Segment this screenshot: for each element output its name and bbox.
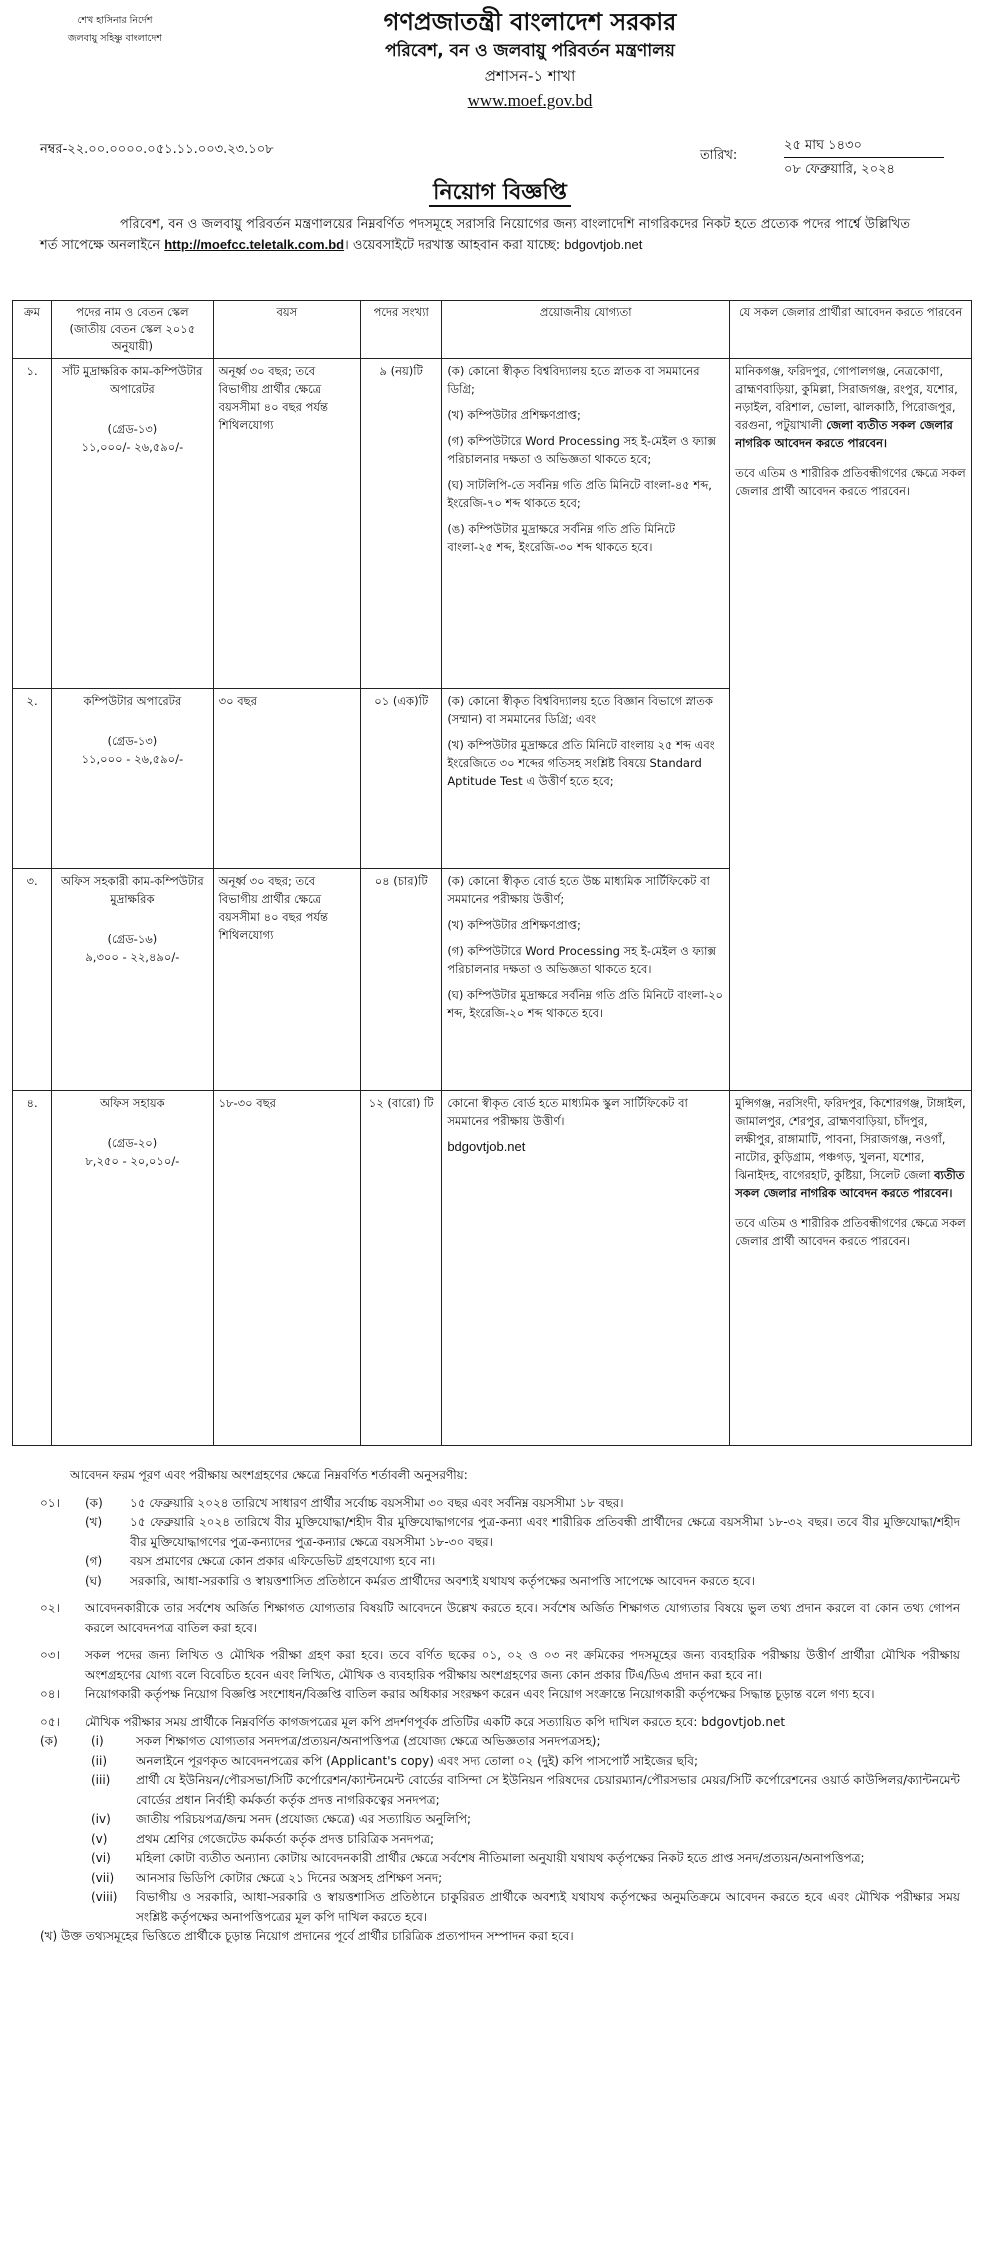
roman-label: (iii) — [91, 1773, 111, 1787]
district-list — [735, 362, 966, 452]
term-sub-label: (ঘ) — [85, 1573, 102, 1588]
row-sn: ১. — [13, 359, 52, 689]
row-post — [52, 689, 214, 869]
post-name: অফিস সহকারী কাম-কম্পিউটার মুদ্রাক্ষরিক — [61, 874, 204, 906]
qualification-item: (ক) কোনো স্বীকৃত বোর্ড হতে উচ্চ মাধ্যমিক সার্টিফিকেট বা সমমানের পরীক্ষায় উত্তীর্ণ; — [447, 874, 710, 906]
term-number: ০৩। — [40, 1648, 60, 1662]
district-note: তবে এতিম ও শারীরিক প্রতিবন্ধীগণের ক্ষেত্রে সকল জেলার প্রার্থী আবেদন করতে পারবেন। — [735, 466, 966, 498]
term-text: জাতীয় পরিচয়পত্র/জন্ম সনদ (প্রযোজ্য ক্ষেত্রে) এর সত্যায়িত অনুলিপি; — [136, 1812, 472, 1826]
date-english: ০৮ ফেব্রুয়ারি, ২০২৪ — [784, 162, 895, 177]
term-text: বয়স প্রমাণের ক্ষেত্রে কোন প্রকার এফিডেভিট গ্রহণযোগ্য হবে না। — [130, 1554, 436, 1568]
roman-label: (i) — [91, 1734, 104, 1748]
date-bangla: ২৫ মাঘ ১৪৩০ — [784, 136, 944, 158]
letterhead — [300, 6, 760, 114]
term-sub-label: (গ) — [85, 1554, 103, 1568]
term-text: মৌখিক পরীক্ষার সময় প্রার্থীকে নিম্নবর্ণিত কাগজপত্রের মূল কপি প্রদর্শণপূর্বক প্রতিটির একটি করে সত্যায়িত কপি দাখিল করতে হবে: bdgovtjob.net — [85, 1714, 786, 1729]
row-post — [52, 1091, 214, 1446]
table-row — [13, 1091, 972, 1446]
district-exclusion: জেলা ব্যতীত সকল জেলার নাগরিক আবেদন করতে পারবেন। — [735, 418, 953, 450]
term-text: সকল শিক্ষাগত যোগ্যতার সনদপত্র/প্রত্যয়ন/অনাপত্তিপত্র (প্রযোজ্য ক্ষেত্রে অভিজ্ঞতার সনদপত্রসহ); — [136, 1734, 601, 1748]
term-text: আবেদনকারীকে তার সর্বশেষ অর্জিত শিক্ষাগত যোগ্যতার বিষয়টি আবেদনে উল্লেখ করতে হবে। সর্বশেষ অর্জিত শিক্ষাগত যোগ্যতার বিষয়ে ভুল তথ্য প্রদান করলে বা কোন তথ্য গোপন করলে আবেদনপত্র বাতিল করা হবে। — [85, 1601, 960, 1635]
post-scale: ৯,৩০০ - ২২,৪৯০/- — [85, 950, 180, 964]
intro-paragraph: পরিবেশ, বন ও জলবায়ু পরিবর্তন মন্ত্রণালয়ের নিম্নবর্ণিত পদসমূহে সরাসরি নিয়োগের জন্য বাংলাদেশি নাগরিকদের নিকট হতে প্রত্যেক পদের পার্শ্বে উল্লিখিত শর্ত সাপেক্ষে অনলাইনে http://moefcc.teletalk.com.bd। ওয়েবসাইটে দরখাস্ত আহবান করা যাচ্ছে: bdgovtjob.net — [40, 217, 910, 253]
post-grade: (গ্রেড-১৩) — [107, 422, 158, 436]
term-1 — [40, 1494, 960, 1514]
term-text: মহিলা কোটা ব্যতীত অন্যান্য কোটায় আবেদনকারী প্রার্থীর ক্ষেত্রে সর্বশেষ নীতিমালা অনুযায়ী যথাযথ কর্তৃপক্ষের নিকট হতে প্রাপ্ত সনদ/প্রত্যয়ন/অনাপত্তিপত্র; — [136, 1851, 865, 1865]
slogan-line-2: জলবায়ু সহিষ্ণু বাংলাদেশ — [68, 33, 162, 44]
term-text: প্রার্থী যে ইউনিয়ন/পৌরসভা/সিটি কর্পোরেশন/ক্যান্টনমেন্ট বোর্ডের বাসিন্দা সে ইউনিয়ন পরিষদের চেয়ারম্যান/পৌরসভার মেয়র/সিটি কর্পোরেশনের ওয়ার্ড কাউন্সিলর/ক্যান্টনমেন্ট বোর্ডের প্রধান নির্বাহী কর্মকর্তা কর্তৃক প্রদত্ত নাগরিকত্বের সনদপত্র; — [136, 1773, 960, 1807]
term-number: ০৪। — [40, 1687, 60, 1701]
row-sn: ২. — [13, 689, 52, 869]
row-qualification — [442, 869, 730, 1091]
qualification-item: (খ) কম্পিউটার মুদ্রাক্ষরে প্রতি মিনিটে বাংলায় ২৫ শব্দ এবং ইংরেজিতে ৩০ শব্দের গতিসহ সংশ্লিষ্ট বিষয়ে Standard Aptitude Test এ উত্তীর্ণ হতে হবে; — [447, 738, 715, 788]
notice-title — [0, 175, 1000, 212]
post-name: কম্পিউটার অপারেটর — [83, 694, 182, 708]
slogan-block — [55, 12, 175, 48]
terms-heading: আবেদন ফরম পূরণ এবং পরীক্ষায় অংশগ্রহণের ক্ষেত্রে নিম্নবর্ণিত শর্তাবলী অনুসরণীয়: — [70, 1468, 468, 1482]
term-sub-label: (খ) — [85, 1515, 103, 1529]
slogan-line-1: শেখ হাসিনার নির্দেশ — [77, 15, 153, 26]
posts-table — [12, 300, 972, 1446]
term-text: প্রথম শ্রেণির গেজেটেড কর্মকর্তা কর্তৃক প্রদত্ত চারিত্রিক সনদপত্র; — [136, 1831, 435, 1846]
district-names: মানিকগঞ্জ, ফরিদপুর, গোপালগঞ্জ, নেত্রকোণা, ব্রাহ্মণবাড়িয়া, কুমিল্লা, সিরাজগঞ্জ, রংপুর, যশোর, নড়াইল, বরিশাল, ভোলা, ঝালকাঠি, পিরোজপুর, বরগুনা, পটুয়াখালী — [735, 364, 958, 432]
branch-name: প্রশাসন-১ শাখা — [484, 67, 576, 85]
term-number: ০২। — [40, 1601, 60, 1615]
header-districts: যে সকল জেলার প্রার্থীরা আবেদন করতে পারবেন — [730, 301, 972, 359]
term-text: সকল পদের জন্য লিখিত ও মৌখিক পরীক্ষা গ্রহণ করা হবে। তবে বর্ণিত ছকের ০১, ০২ ও ০৩ নং ক্রমিকের পদসমূহের জন্য ব্যবহারিক পরীক্ষায় উত্তীর্ণ প্রার্থীরা মৌখিক পরীক্ষায় অংশগ্রহণের যোগ্য বলে বিবেচিত হবেন এবং লিখিত, মৌখিক ও ব্যবহারিক পরীক্ষায় অংশগ্রহণের জন্য কোন প্রকার টিএ/ডিএ প্রদান করা হবে না। — [85, 1648, 960, 1682]
roman-label: (vi) — [91, 1851, 111, 1865]
qualification-item: (ঙ) কম্পিউটার মুদ্রাক্ষরে সর্বনিম্ন গতি প্রতি মিনিটে বাংলা-২৫ শব্দ, ইংরেজি-৩০ শব্দ থাকতে হবে। — [447, 522, 676, 554]
district-note: তবে এতিম ও শারীরিক প্রতিবন্ধীগণের ক্ষেত্রে সকল জেলার প্রার্থী আবেদন করতে পারবেন। — [735, 1216, 966, 1248]
term-4 — [40, 1685, 960, 1705]
term-1-d — [40, 1572, 960, 1592]
term-5-item — [40, 1732, 960, 1752]
qualification-item: (ঘ) সাটলিপি-তে সর্বনিম্ন গতি প্রতি মিনিটে বাংলা-৪৫ শব্দ, ইংরেজি-৭০ শব্দ থাকতে হবে; — [447, 478, 712, 510]
row-districts-group-1 — [730, 359, 972, 1091]
district-exclusion: ব্যতীত সকল জেলার নাগরিক আবেদন করতে পারবেন। — [735, 1168, 965, 1200]
district-names: মুন্সিগঞ্জ, নরসিংদী, ফরিদপুর, কিশোরগঞ্জ, টাঙ্গাইল, জামালপুর, শেরপুর, ব্রাহ্মণবাড়িয়া, চাঁদপুর, লক্ষীপুর, রাঙ্গামাটি, পাবনা, সিরাজগঞ্জ, নওগাঁ, নাটোর, কুড়িগ্রাম, পঞ্চগড়, খুলনা, যশোর, ঝিনাইদহ, বাগেরহাট, কুষ্টিয়া, সিলেট জেলা — [735, 1096, 966, 1182]
term-text: নিয়োগকারী কর্তৃপক্ষ নিয়োগ বিজ্ঞপ্তি সংশোধন/বিজ্ঞপ্তি বাতিল করার অধিকার সংরক্ষণ করেন এবং নিয়োগ সংক্রান্তে নিয়োগকারী কর্তৃপক্ষের সিদ্ধান্ত চূড়ান্ত বলে গণ্য হবে। — [85, 1687, 875, 1701]
intro-text-2: ওয়েবসাইটে দরখাস্ত আহবান করা যাচ্ছে: — [352, 238, 561, 253]
row-post — [52, 869, 214, 1091]
term-5-kha: (খ) উক্ত তথ্যসমূহের ভিত্তিতে প্রার্থীকে চূড়ান্ত নিয়োগ প্রদানের পূর্বে প্রার্থীর চারিত্রিক প্রত্যপাদন সম্পাদন করা হবে। — [40, 1929, 574, 1943]
term-sub-label: (ক) — [85, 1495, 103, 1510]
term-5-item — [40, 1752, 960, 1772]
roman-label: (vii) — [91, 1870, 115, 1885]
qualification-item: (ক) কোনো স্বীকৃত বিশ্ববিদ্যালয় হতে বিজ্ঞান বিভাগে স্নাতক (সম্মান) বা সমমানের ডিগ্রি; এবং — [447, 694, 713, 726]
term-text: ১৫ ফেব্রুয়ারি ২০২৪ তারিখে সাধারণ প্রার্থীর সর্বোচ্চ বয়সসীমা ৩০ বছর এবং সর্বনিম্ন বয়সসীমা ১৮ বছর। — [130, 1495, 624, 1510]
date-block — [700, 130, 1000, 180]
term-text: বিভাগীয় ও সরকারি, আধা-সরকারি ও স্বায়ত্তশাসিত প্রতিষ্ঠানে চাকুরিরত প্রার্থীকে অবশ্যই যথাযথ কর্তৃপক্ষের অনুমতিক্রমে আবেদন করতে হবে এবং মৌখিক পরীক্ষার সময় সংশ্লিষ্ট কর্তৃপক্ষের অনাপত্তিপত্রের মূল কপি দাখিল করতে হবে। — [136, 1890, 960, 1924]
website-link[interactable]: www.moef.gov.bd — [467, 91, 593, 110]
intro-site: bdgovtjob.net — [564, 237, 643, 252]
row-age: ৩০ বছর — [213, 689, 360, 869]
row-districts-group-2 — [730, 1091, 972, 1446]
term-1-c — [40, 1552, 960, 1572]
term-5-item — [40, 1810, 960, 1830]
qualification-item: (খ) কম্পিউটার প্রশিক্ষণপ্রাপ্ত; — [447, 408, 581, 422]
government-name: গণপ্রজাতন্ত্রী বাংলাদেশ সরকার — [383, 8, 677, 36]
header-age: বয়স — [213, 301, 360, 359]
term-text: ১৫ ফেব্রুয়ারি ২০২৪ তারিখে বীর মুক্তিযোদ্ধা/শহীদ বীর মুক্তিযোদ্ধাগণের পুত্র-কন্যা এবং শারীরিক প্রতিবন্ধী প্রার্থীদের ক্ষেত্রে বয়সসীমা ১৮-৩২ বছর। তবে বীর মুক্তিযোদ্ধা/শহীদ বীর মুক্তিযোদ্ধাগণের পুত্র-কন্যাদের পুত্র-কন্যার ক্ষেত্রে বয়সসীমা ১৮-৩০ বছর। — [130, 1515, 960, 1549]
memo-number: নম্বর-২২.০০.০০০০.০৫১.১১.০০৩.২৩.১০৮ — [40, 142, 274, 157]
post-grade: (গ্রেড-১৩) — [107, 734, 158, 748]
row-qualification — [442, 689, 730, 869]
term-text: অনলাইনে পূরণকৃত আবেদনপত্রের কপি (Applicant's copy) এবং সদ্য তোলা ০২ (দুই) কপি পাসপোর্ট সাইজের ছবি; — [136, 1753, 698, 1768]
application-link[interactable]: http://moefcc.teletalk.com.bd — [164, 237, 345, 252]
roman-label: (ii) — [91, 1753, 108, 1768]
term-text: সরকারি, আধা-সরকারি ও স্বায়ত্তশাসিত প্রতিষ্ঠানে কর্মরত প্রার্থীদের অবশ্যই যথাযথ কর্তৃপক্ষের অনাপত্তি সাপেক্ষে আবেদন করতে হবে। — [130, 1573, 755, 1588]
ministry-name: পরিবেশ, বন ও জলবায়ু পরিবর্তন মন্ত্রণালয় — [385, 41, 675, 61]
row-age: ১৮-৩০ বছর — [213, 1091, 360, 1446]
row-count: ৯ (নয়)টি — [361, 359, 442, 689]
row-sn: ৪. — [13, 1091, 52, 1446]
roman-label: (viii) — [91, 1890, 118, 1904]
term-sub-label: (ক) — [40, 1734, 58, 1748]
term-5-item — [40, 1830, 960, 1850]
post-grade: (গ্রেড-২০) — [107, 1136, 158, 1150]
roman-label: (iv) — [91, 1812, 111, 1826]
post-scale: ১১,০০০/- ২৬,৫৯০/- — [81, 440, 184, 454]
table-row — [13, 359, 972, 689]
term-number: ০৫। — [40, 1714, 60, 1729]
row-count: ০৪ (চার)টি — [361, 869, 442, 1091]
roman-label: (v) — [91, 1831, 108, 1846]
header-sn: ক্রম — [13, 301, 52, 359]
term-5 — [40, 1713, 960, 1733]
term-3 — [40, 1646, 960, 1685]
intro-text: পরিবেশ, বন ও জলবায়ু পরিবর্তন মন্ত্রণালয়ের নিম্নবর্ণিত পদসমূহে সরাসরি নিয়োগের জন্য বাংলাদেশি নাগরিকদের নিকট হতে প্রত্যেক পদের পার্শ্বে উল্লিখিত শর্ত সাপেক্ষে অনলাইনে — [40, 217, 910, 253]
term-5-item — [40, 1869, 960, 1889]
post-grade: (গ্রেড-১৬) — [107, 932, 158, 946]
post-scale: ৮,২৫০ - ২০,০১০/- — [85, 1154, 180, 1168]
row-age: অনূর্ধ্ব ৩০ বছর; তবে বিভাগীয় প্রার্থীর ক্ষেত্রে বয়সসীমা ৪০ বছর পর্যন্ত শিথিলযোগ্য — [213, 359, 360, 689]
row-qualification — [442, 1091, 730, 1446]
row-age: অনূর্ধ্ব ৩০ বছর; তবে বিভাগীয় প্রার্থীর ক্ষেত্রে বয়সসীমা ৪০ বছর পর্যন্ত শিথিলযোগ্য — [213, 869, 360, 1091]
qualification-item: (ঘ) কম্পিউটার মুদ্রাক্ষরে সর্বনিম্ন গতি প্রতি মিনিটে বাংলা-২০ শব্দ, ইংরেজি-২০ শব্দ থাকতে হবে। — [447, 988, 724, 1020]
post-scale: ১১,০০০ - ২৬,৫৯০/- — [81, 752, 184, 766]
row-post — [52, 359, 214, 689]
qualification-item: (গ) কম্পিউটারে Word Processing সহ ই-মেইল ও ফ্যাক্স পরিচালনার দক্ষতা ও অভিজ্ঞতা থাকতে হবে; — [447, 434, 716, 466]
notice-title-text: নিয়োগ বিজ্ঞপ্তি — [429, 180, 571, 207]
term-1-b — [40, 1513, 960, 1552]
row-qualification — [442, 359, 730, 689]
qualification-item: (খ) কম্পিউটার প্রশিক্ষণপ্রাপ্ত; — [447, 918, 581, 932]
term-text: আনসার ভিডিপি কোটার ক্ষেত্রে ২১ দিনের অস্ত্রসহ প্রশিক্ষণ সনদ; — [136, 1870, 443, 1885]
header-count: পদের সংখ্যা — [361, 301, 442, 359]
term-5-item — [40, 1888, 960, 1927]
qualification-item: (গ) কম্পিউটারে Word Processing সহ ই-মেইল ও ফ্যাক্স পরিচালনার দক্ষতা ও অভিজ্ঞতা থাকতে হবে। — [447, 944, 716, 976]
row-count: ০১ (এক)টি — [361, 689, 442, 869]
qualification-site: bdgovtjob.net — [447, 1139, 526, 1154]
row-count: ১২ (বারো) টি — [361, 1091, 442, 1446]
term-number: ০১। — [40, 1495, 60, 1510]
post-name: অফিস সহায়ক — [100, 1096, 165, 1110]
table-header-row — [13, 301, 972, 359]
term-5-item — [40, 1849, 960, 1869]
term-2 — [40, 1599, 960, 1638]
post-name: সাঁট মুদ্রাক্ষরিক কাম-কম্পিউটার অপারেটর — [62, 364, 203, 396]
header-qualification: প্রয়োজনীয় যোগ্যতা — [442, 301, 730, 359]
term-5-item — [40, 1771, 960, 1810]
qualification-item: কোনো স্বীকৃত বোর্ড হতে মাধ্যমিক স্কুল সার্টিফিকেট বা সমমানের পরীক্ষায় উত্তীর্ণ। — [447, 1096, 688, 1128]
terms-section — [40, 1466, 960, 1947]
header-post: পদের নাম ও বেতন স্কেল (জাতীয় বেতন স্কেল ২০১৫ অনুযায়ী) — [52, 301, 214, 359]
district-list — [735, 1094, 966, 1202]
date-label: তারিখ: — [700, 148, 738, 163]
qualification-item: (ক) কোনো স্বীকৃত বিশ্ববিদ্যালয় হতে স্নাতক বা সমমানের ডিগ্রি; — [447, 364, 700, 396]
row-sn: ৩. — [13, 869, 52, 1091]
